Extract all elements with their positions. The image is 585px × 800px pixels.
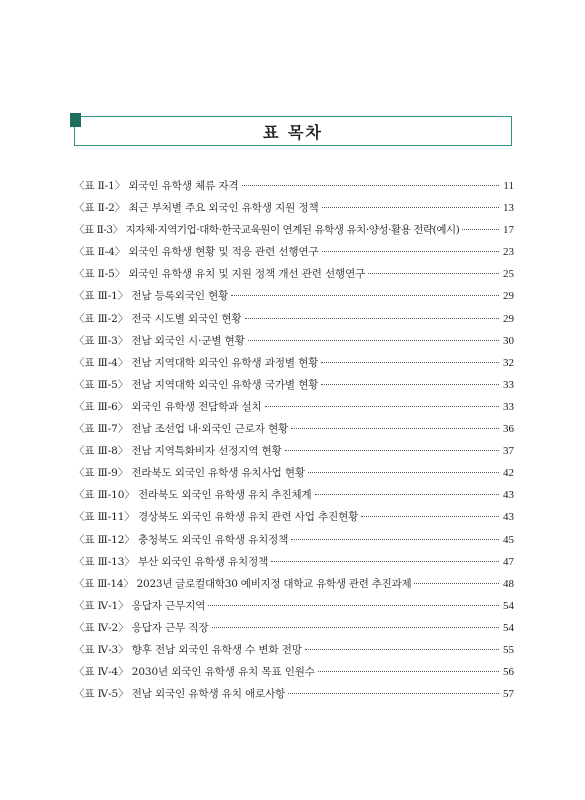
- toc-entry-page: 29: [503, 312, 514, 325]
- toc-entry[interactable]: [74, 686, 514, 708]
- toc-leader-dots: [231, 295, 499, 296]
- toc-leader-dots: [212, 627, 499, 628]
- toc-entry[interactable]: [74, 509, 514, 531]
- toc-leader-dots: [285, 450, 499, 451]
- toc-entry-label: 〈표 Ⅲ-10〉 전라북도 외국인 유학생 유치 추진체계: [74, 489, 312, 502]
- toc-leader-dots: [248, 340, 499, 341]
- toc-leader-dots: [271, 561, 499, 562]
- toc-entry[interactable]: [74, 554, 514, 576]
- toc-entry[interactable]: [74, 443, 514, 465]
- toc-entry-page: 54: [503, 621, 514, 634]
- title-box: [74, 116, 512, 146]
- toc-entry[interactable]: [74, 576, 514, 598]
- toc-entry-label: 〈표 Ⅲ-11〉 경상북도 외국인 유학생 유치 관련 사업 추진현황: [74, 511, 359, 524]
- toc-entry[interactable]: [74, 311, 514, 333]
- toc-entry-page: 11: [503, 180, 514, 192]
- toc-entry-page: 56: [503, 666, 514, 679]
- toc-leader-dots: [265, 406, 499, 407]
- toc-leader-dots: [322, 251, 499, 252]
- toc-entry[interactable]: [74, 288, 514, 310]
- toc-leader-dots: [315, 494, 499, 495]
- toc-entry[interactable]: [74, 333, 514, 355]
- toc-entry-page: 55: [503, 643, 514, 656]
- toc-leader-dots: [322, 207, 499, 208]
- toc-entry[interactable]: [74, 377, 514, 399]
- toc-entry-label: 〈표 Ⅱ-5〉 외국인 유학생 유치 및 지원 정책 개선 관련 선행연구: [74, 268, 366, 281]
- toc-entry-page: 25: [503, 268, 514, 281]
- toc-entry[interactable]: [74, 178, 514, 200]
- toc-entry-label: 〈표 Ⅲ-2〉 전국 시도별 외국인 현황: [74, 312, 242, 325]
- toc-entry-page: 48: [503, 577, 514, 590]
- toc-entry[interactable]: [74, 532, 514, 554]
- toc-leader-dots: [291, 428, 499, 429]
- toc-entry[interactable]: [74, 620, 514, 642]
- toc-leader-dots: [288, 693, 499, 694]
- toc-entry[interactable]: [74, 421, 514, 443]
- toc-leader-dots: [462, 229, 499, 230]
- toc-leader-dots: [308, 472, 499, 473]
- toc-entry-page: 47: [503, 555, 514, 568]
- toc-entry-page: 13: [503, 202, 514, 215]
- toc-entry-label: 〈표 Ⅲ-3〉 전남 외국인 시·군별 현황: [74, 334, 245, 347]
- toc-entry-page: 42: [503, 467, 514, 480]
- toc-entry-label: 〈표 Ⅲ-12〉 충청북도 외국인 유학생 유치정책: [74, 533, 289, 546]
- toc-entry-label: 〈표 Ⅳ-5〉 전남 외국인 유학생 유치 애로사항: [74, 688, 286, 701]
- toc-leader-dots: [242, 185, 499, 186]
- toc-entry-label: 〈표 Ⅱ-2〉 최근 부처별 주요 외국인 유학생 지원 정책: [74, 202, 319, 215]
- toc-leader-dots: [318, 671, 499, 672]
- toc-entry-label: 〈표 Ⅲ-9〉 전라북도 외국인 유학생 유치사업 현황: [74, 467, 306, 480]
- toc-entry[interactable]: [74, 266, 514, 288]
- toc-entry-label: 〈표 Ⅱ-1〉 외국인 유학생 체류 자격: [74, 180, 239, 192]
- toc-entry-label: 〈표 Ⅲ-14〉 2023년 글로컬대학30 예비지정 대학교 유학생 관련 추진과제: [74, 577, 412, 590]
- toc-leader-dots: [208, 605, 499, 606]
- toc-entry[interactable]: [74, 399, 514, 421]
- toc-entry[interactable]: [74, 355, 514, 377]
- toc-leader-dots: [305, 649, 499, 650]
- toc-entry-label: 〈표 Ⅲ-13〉 부산 외국인 유학생 유치정책: [74, 555, 269, 568]
- toc-entry-label: 〈표 Ⅲ-7〉 전남 조선업 내·외국인 근로자 현황: [74, 423, 289, 436]
- toc-entry-label: 〈표 Ⅲ-1〉 전남 등록외국인 현황: [74, 290, 229, 303]
- toc-entry[interactable]: [74, 200, 514, 222]
- toc-leader-dots: [245, 318, 499, 319]
- toc-entry-page: 33: [503, 378, 514, 391]
- toc-entry-label: 〈표 Ⅳ-4〉 2030년 외국인 유학생 유치 목표 인원수: [74, 666, 315, 679]
- page-title: 표 목차: [263, 122, 323, 142]
- toc-entry-label: 〈표 Ⅳ-1〉 응답자 근무지역: [74, 599, 206, 612]
- toc-entry-page: 23: [503, 246, 514, 259]
- toc-leader-dots: [321, 362, 499, 363]
- toc-leader-dots: [291, 539, 499, 540]
- toc-entry[interactable]: [74, 487, 514, 509]
- toc-entry-page: 30: [503, 334, 514, 347]
- toc-entry-label: 〈표 Ⅲ-8〉 전남 지역특화비자 선정지역 현황: [74, 445, 282, 458]
- toc-entry-page: 17: [503, 224, 514, 237]
- toc-entry-page: 32: [503, 356, 514, 369]
- toc-entry-label: 〈표 Ⅲ-5〉 전남 지역대학 외국인 유학생 국가별 현황: [74, 378, 319, 391]
- toc-entry-label: 〈표 Ⅳ-2〉 응답자 근무 직장: [74, 621, 209, 634]
- toc-entry-page: 45: [503, 533, 514, 546]
- toc-entry-page: 43: [503, 489, 514, 502]
- toc-leader-dots: [414, 583, 499, 584]
- toc-leader-dots: [321, 384, 499, 385]
- toc-entry-label: 〈표 Ⅲ-6〉 외국인 유학생 전담학과 설치: [74, 400, 262, 413]
- toc-entry-page: 57: [503, 688, 514, 701]
- toc-entry[interactable]: [74, 642, 514, 664]
- toc-entry[interactable]: [74, 664, 514, 686]
- toc-entry-label: 〈표 Ⅲ-4〉 전남 지역대학 외국인 유학생 과정별 현황: [74, 356, 319, 369]
- toc-leader-dots: [361, 516, 499, 517]
- toc-entry[interactable]: [74, 598, 514, 620]
- toc-entry-page: 37: [503, 445, 514, 458]
- toc-entry-label: 〈표 Ⅳ-3〉 향후 전남 외국인 유학생 수 변화 전망: [74, 643, 302, 656]
- toc-entry[interactable]: [74, 244, 514, 266]
- toc-entry[interactable]: [74, 465, 514, 487]
- toc-entry-label: 〈표 Ⅱ-3〉 지자체·지역기업·대학·한국교육원이 연계된 유학생 유치·양성·활용 전략(예시): [74, 224, 460, 237]
- toc-entry-page: 33: [503, 400, 514, 413]
- toc-entry-page: 36: [503, 423, 514, 436]
- toc-entry[interactable]: [74, 222, 514, 244]
- toc-entry-label: 〈표 Ⅱ-4〉 외국인 유학생 현황 및 적응 관련 선행연구: [74, 246, 319, 259]
- table-of-contents: [74, 178, 514, 708]
- toc-entry-page: 29: [503, 290, 514, 303]
- title-accent-marker: [70, 113, 81, 127]
- toc-entry-page: 54: [503, 599, 514, 612]
- toc-leader-dots: [368, 273, 499, 274]
- toc-entry-page: 43: [503, 511, 514, 524]
